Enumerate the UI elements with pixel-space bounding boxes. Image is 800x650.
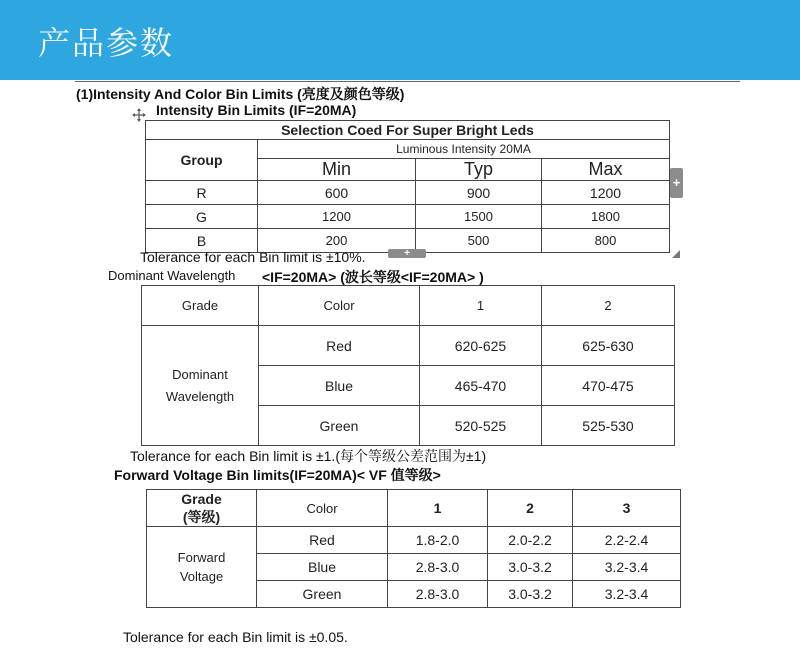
col-3: 3 — [573, 490, 681, 527]
row-label — [147, 527, 257, 608]
value-cell: 2.0-2.2 — [488, 527, 573, 554]
intensity-bin-table — [145, 120, 670, 253]
section2-heading-prefix: Dominant Wavelength — [108, 268, 236, 283]
col-2: 2 — [488, 490, 573, 527]
value-cell: 2.8-3.0 — [388, 554, 488, 581]
page-title: 产品参数 — [38, 25, 175, 61]
section1-tolerance: Tolerance for each Bin limit is ±10%. — [140, 249, 366, 265]
section2-tolerance: Tolerance for each Bin limit is ±1.(每个等级公差范围为±1) — [130, 448, 487, 464]
row-label — [142, 326, 259, 446]
value-cell: 500 — [416, 229, 542, 253]
value-cell: 625-630 — [542, 326, 675, 366]
color-cell: Red — [257, 527, 388, 554]
grade-sub: (等级) — [182, 509, 221, 525]
value-cell: 600 — [258, 181, 416, 205]
value-cell: 800 — [542, 229, 670, 253]
col-max: Max — [542, 159, 670, 181]
col-typ: Typ — [416, 159, 542, 181]
color-cell: Green — [259, 406, 420, 446]
group-cell: R — [146, 181, 258, 205]
group-cell: G — [146, 205, 258, 229]
luminous-header: Luminous Intensity 20MA — [258, 140, 670, 159]
value-cell: 900 — [416, 181, 542, 205]
value-cell: 2.2-2.4 — [573, 527, 681, 554]
header-banner — [0, 0, 800, 80]
value-cell: 3.2-3.4 — [573, 554, 681, 581]
col-min: Min — [258, 159, 416, 181]
divider — [75, 81, 740, 82]
table-row — [146, 205, 670, 229]
value-cell: 520-525 — [420, 406, 542, 446]
row-label-text: Forward Voltage — [177, 550, 226, 584]
grade-label: Grade — [181, 491, 222, 507]
section3-heading: Forward Voltage Bin limits(IF=20MA)< VF 值等级> — [114, 467, 441, 483]
color-cell: Green — [257, 581, 388, 608]
table-row — [146, 181, 670, 205]
table-row — [147, 527, 681, 554]
table-title: Selection Coed For Super Bright Leds — [146, 121, 670, 140]
add-row-button[interactable]: + — [388, 249, 426, 258]
value-cell: 3.2-3.4 — [573, 581, 681, 608]
wavelength-table — [141, 285, 675, 446]
value-cell: 3.0-3.2 — [488, 554, 573, 581]
value-cell: 1200 — [258, 205, 416, 229]
value-cell: 1.8-2.0 — [388, 527, 488, 554]
value-cell: 1200 — [542, 181, 670, 205]
value-cell: 465-470 — [420, 366, 542, 406]
value-cell: 620-625 — [420, 326, 542, 366]
section3-tolerance: Tolerance for each Bin limit is ±0.05. — [123, 629, 348, 645]
table-row — [142, 326, 675, 366]
color-header: Color — [257, 490, 388, 527]
add-column-button[interactable]: + — [670, 168, 683, 198]
col-2: 2 — [542, 286, 675, 326]
grade-header: Grade — [142, 286, 259, 326]
section1-subheading: Intensity Bin Limits (IF=20MA) — [156, 102, 357, 118]
value-cell: 525-530 — [542, 406, 675, 446]
col-1: 1 — [420, 286, 542, 326]
col-1: 1 — [388, 490, 488, 527]
group-cell: B — [146, 229, 258, 253]
value-cell: 3.0-3.2 — [488, 581, 573, 608]
section1-heading: (1)Intensity And Color Bin Limits (亮度及颜色等级) — [76, 86, 405, 102]
color-cell: Blue — [259, 366, 420, 406]
section2-heading: <IF=20MA> (波长等级<IF=20MA> ) — [262, 269, 484, 285]
forward-voltage-table — [146, 489, 681, 608]
color-cell: Red — [259, 326, 420, 366]
group-header: Group — [146, 140, 258, 181]
value-cell: 200 — [258, 229, 416, 253]
row-label-text: Dominant Wavelength — [165, 366, 235, 404]
move-handle-icon[interactable] — [132, 108, 146, 122]
color-cell: Blue — [257, 554, 388, 581]
value-cell: 1500 — [416, 205, 542, 229]
resize-handle-icon[interactable] — [672, 250, 680, 258]
value-cell: 1800 — [542, 205, 670, 229]
value-cell: 2.8-3.0 — [388, 581, 488, 608]
grade-header — [147, 490, 257, 527]
value-cell: 470-475 — [542, 366, 675, 406]
color-header: Color — [259, 286, 420, 326]
